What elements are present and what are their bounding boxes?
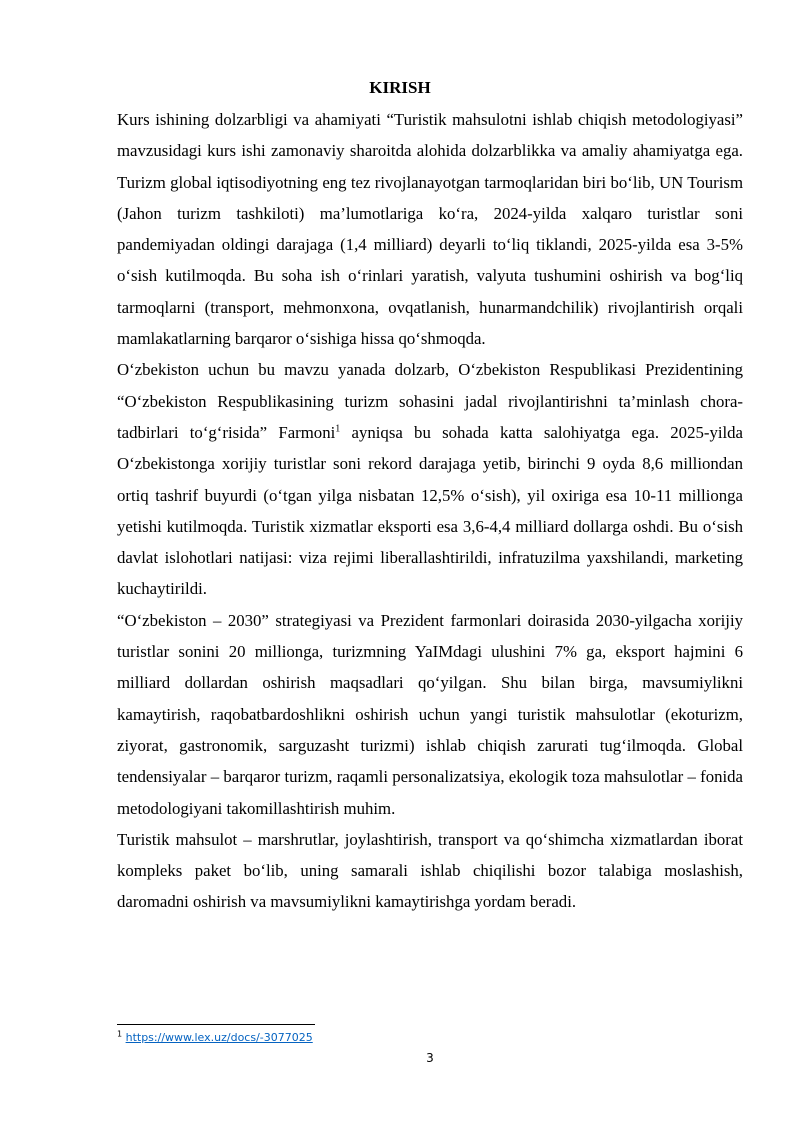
footnote [117, 1030, 743, 1046]
footnote-link[interactable]: https://www.lex.uz/docs/-3077025 [125, 1031, 313, 1044]
paragraph-tourist-product: Turistik mahsulot – marshrutlar, joylashtirish, transport va qo‘shimcha xizmatlardan iborat kompleks paket bo‘lib, uning samarali ishlab chiqilishi bozor talabiga moslashish, daromadni oshirish va mavsumiylikni kamaytirishga yordam beradi. [117, 829, 743, 912]
paragraph-relevance: Kurs ishining dolzarbligi va ahamiyati “Turistik mahsulotni ishlab chiqish metodologiyasi” mavzusidagi kurs ishi zamonaviy sharoitda alohida dolzarblikka va amaliy ahamiyatga ega. Turizm global iqtisodiyotning eng tez rivojlanayotgan tarmoqlaridan biri bo‘lib, UN Tourism (Jahon turizm tashkiloti) ma’lumotlariga ko‘ra, 2024-yilda xalqaro turistlar soni pandemiyadan oldingi darajaga (1,4 milliard) deyarli to‘liq tiklandi, 2025-yilda esa 3-5% o‘sish kutilmoqda. Bu soha ish o‘rinlari yaratish, valyuta tushumini oshirish va bog‘liq tarmoqlarni (transport, mehmonxona, ovqatlanish, hunarmandchilik) rivojlantirish orqali mamlakatlarning barqaror o‘sishiga hissa qo‘shmoqda. [117, 110, 743, 349]
paragraph-strategy: “O‘zbekiston – 2030” strategiyasi va Prezident farmonlari doirasida 2030-yilgacha xorijiy turistlar sonini 20 millionga, turizmning YaIMdagi ulushini 7% ga, eksport hajmini 6 milliard dollardan oshirish maqsadlari qo‘yilgan. Shu bilan birga, mavsumiylikni kamaytirish, raqobatbardoshlikni oshirish uchun yangi turistik mahsulotlar (ekoturizm, ziyorat, gastronomik, sarguzasht turizmi) ishlab chiqish zarurati tug‘ilmoqda. Global tendensiyalar – barqaror turizm, raqamli personalizatsiya, ekologik toza mahsulotlar – fonida metodologiyani takomillashtirish muhim. [117, 610, 743, 818]
footnote-separator [117, 1024, 315, 1025]
footnote-reference[interactable]: 1 [335, 423, 341, 435]
section-title: KIRISH [369, 78, 431, 97]
page-number: 3 [426, 1051, 434, 1065]
paragraph-uzbekistan-end: ayniqsa bu sohada katta salohiyatga ega. 2025-yilda O‘zbekistonga xorijiy turistlar soni rekord darajaga yetib, birinchi 9 oyda 8,6 milliondan ortiq tashrif buyurdi (o‘tgan yilga nisbatan 12,5% o‘sish), yil oxiriga esa 10-11 millionga yetishi kutilmoqda. Turistik xizmatlar eksporti esa 3,6-4,4 milliard dollarga oshdi. Bu o‘sish davlat islohotlari natijasi: viza rejimi liberallashtirildi, infratuzilma yaxshilandi, marketing kuchaytirildi. [117, 422, 743, 599]
paragraph-uzbekistan [117, 354, 743, 604]
body-text [117, 104, 743, 918]
paragraph-uzbekistan-start: O‘zbekiston uchun bu mavzu yanada dolzarb, O‘zbekiston Respublikasi Prezidentining “O‘zbekiston Respublikasining turizm sohasini jadal rivojlantirishni ta’minlash chora-tadbirlari to‘g‘risida” Farmoni [117, 360, 743, 442]
footnote-number: 1 [117, 1029, 123, 1039]
